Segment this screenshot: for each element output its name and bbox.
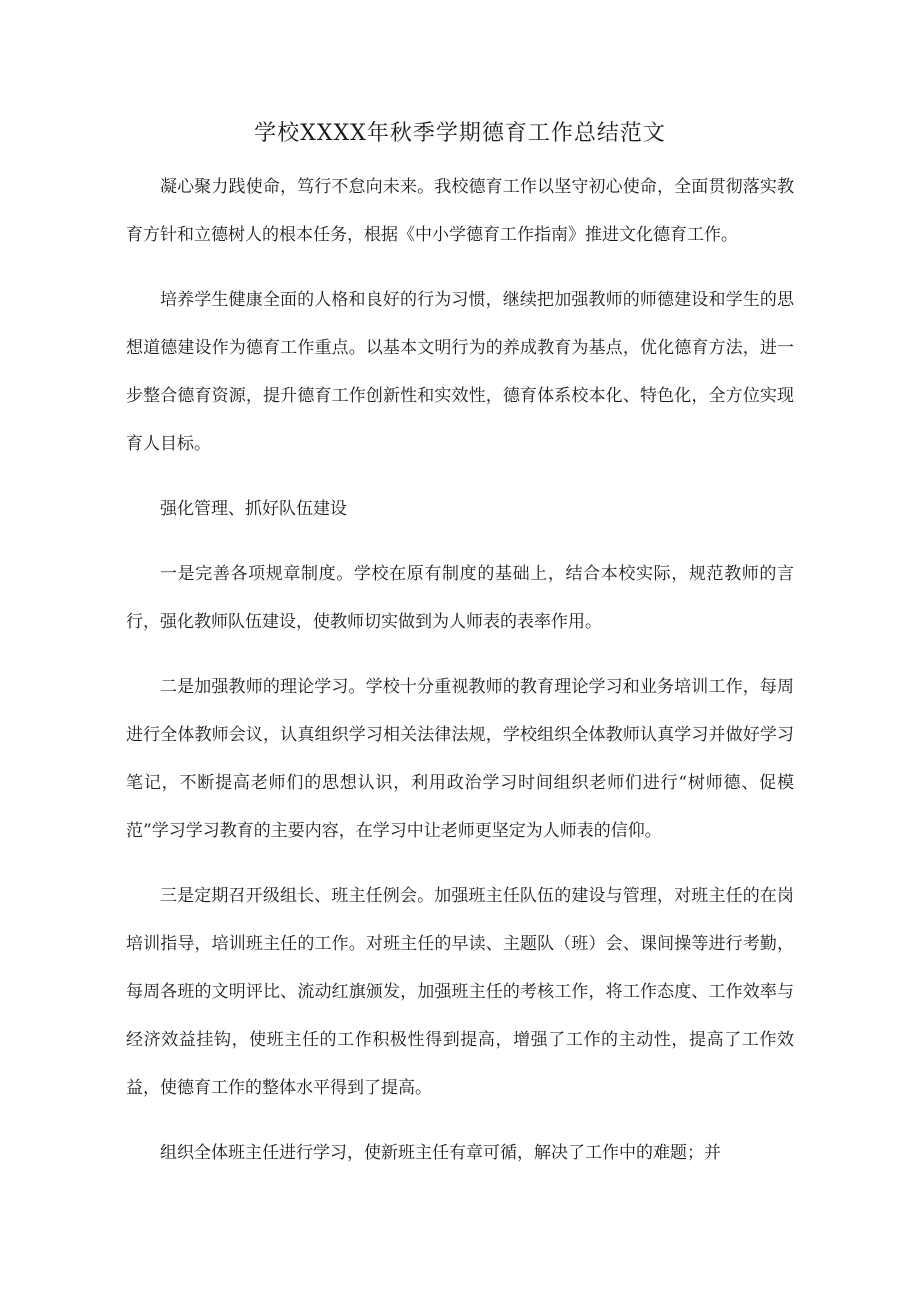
paragraph-theory-study: 二是加强教师的理论学习。学校十分重视教师的教育理论学习和业务培训工作，每周进行全体教师会议，认真组织学习相关法律法规，学校组织全体教师认真学习并做好学习笔记，不断提高老师们的思想认识，利用政治学习时间组织老师们进行“树师德、促模范”学习学习教育的主要内容，在学习中让老师更坚定为人师表的信仰。: [126, 677, 794, 841]
section-heading-management: 强化管理、抓好队伍建设: [160, 499, 347, 519]
paragraph-rules: 一是完善各项规章制度。学校在原有制度的基础上，结合本校实际，规范教师的言行，强化教师队伍建设，使教师切实做到为人师表的表率作用。: [126, 564, 794, 632]
document-body: [126, 163, 794, 1194]
paragraph-meetings: 三是定期召开级组长、班主任例会。加强班主任队伍的建设与管理，对班主任的在岗培训指导，培训班主任的工作。对班主任的早读、主题队（班）会、课间操等进行考勤，每周各班的文明评比、流动红旗颁发，加强班主任的考核工作，将工作态度、工作效率与经济效益挂钩，使班主任的工作积极性得到提高，增强了工作的主动性，提高了工作效益，使德育工作的整体水平得到了提高。: [126, 886, 794, 1098]
paragraph-intro: 凝心聚力践使命，笃行不怠向未来。我校德育工作以坚守初心使命，全面贯彻落实教育方针和立德树人的根本任务，根据《中小学德育工作指南》推进文化德育工作。: [126, 177, 794, 245]
document-title: 学校XXXX年秋季学期德育工作总结范文: [254, 121, 666, 146]
paragraph-goals: 培养学生健康全面的人格和良好的行为习惯，继续把加强教师的师德建设和学生的思想道德建设作为德育工作重点。以基本文明行为的养成教育为基点，优化德育方法，进一步整合德育资源，提升德育工作创新性和实效性，德育体系校本化、特色化，全方位实现育人目标。: [126, 290, 794, 454]
paragraph-training: 组织全体班主任进行学习，使新班主任有章可循，解决了工作中的难题；并: [160, 1143, 721, 1163]
